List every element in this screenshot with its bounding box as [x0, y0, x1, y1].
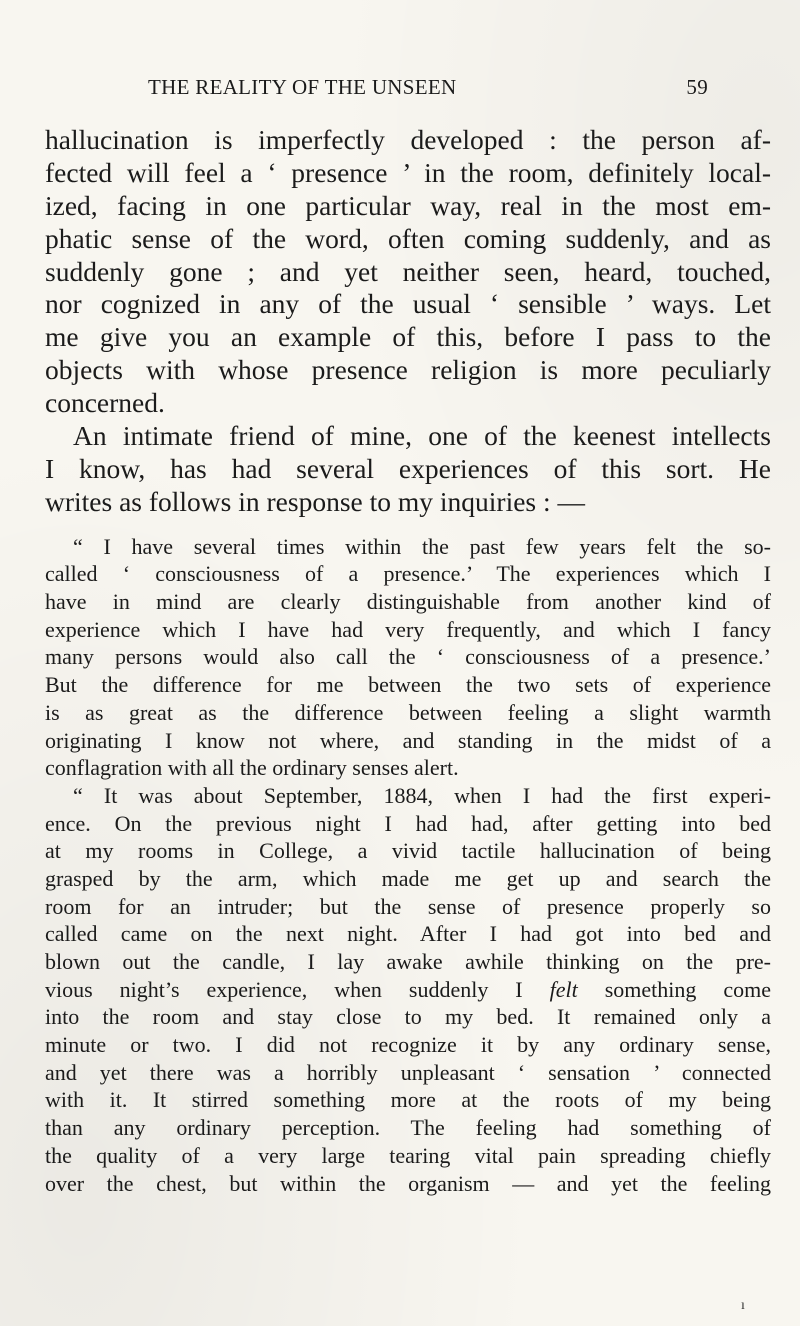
quote-line: have in mind are clearly distinguishable from another kind of [45, 589, 771, 615]
body-line: me give you an example of this, before I pass to the [45, 321, 771, 353]
quote-line: minute or two. I did not recognize it by any ordinary sense, [45, 1032, 771, 1058]
quote-line: grasped by the arm, which made me get up and search the [45, 865, 771, 891]
text-block [45, 124, 771, 1197]
quote-line: But the difference for me between the two sets of experience [45, 672, 771, 698]
quote-line: “ I have several times within the past few years felt the so- [73, 533, 771, 559]
running-head-title: THE REALITY OF THE UNSEEN [148, 75, 457, 99]
body-line: nor cognized in any of the usual ‘ sensible ’ ways. Let [45, 288, 771, 320]
quote-line: the quality of a very large tearing vital pain spreading chiefly [45, 1142, 771, 1168]
quote-line: and yet there was a horribly unpleasant ‘ sensation ’ connected [45, 1059, 771, 1085]
stray-print-mark: ı [741, 1298, 745, 1313]
quote-line-with-italic [45, 976, 771, 1004]
quote-line: called came on the next night. After I had got into bed and [45, 921, 771, 947]
body-line: An intimate friend of mine, one of the keenest intellects [73, 420, 771, 452]
body-line: concerned. [45, 387, 165, 419]
quote-line: ence. On the previous night I had had, after getting into bed [45, 810, 771, 836]
quote-line: blown out the candle, I lay awake awhile thinking on the pre- [45, 949, 771, 974]
quote-line: called ‘ consciousness of a presence.’ The experiences which I [45, 561, 771, 587]
body-line: writes as follows in response to my inquiries : — [45, 485, 586, 517]
italic-word: felt [549, 976, 578, 1002]
quote-line: is as great as the difference between feeling a slight warmth [45, 699, 771, 725]
body-line: objects with whose presence religion is more peculiarly [45, 354, 771, 386]
running-head [148, 75, 708, 100]
quote-line: with it. It stirred something more at the roots of my being [45, 1087, 771, 1113]
body-line: ized, facing in one particular way, real in the most em- [45, 189, 771, 221]
quote-line: conflagration with all the ordinary senses alert. [45, 755, 459, 781]
quote-line: originating I know not where, and standing in the midst of a [45, 727, 771, 753]
quote-gap [45, 519, 771, 533]
body-line: hallucination is imperfectly developed : the person af- [45, 124, 771, 155]
quote-line: than any ordinary perception. The feeling had something of [45, 1115, 771, 1141]
body-line: phatic sense of the word, often coming suddenly, and as [45, 222, 771, 254]
quote-line: experience which I have had very frequently, and which I fancy [45, 616, 771, 642]
quote-line: at my rooms in College, a vivid tactile hallucination of being [45, 838, 771, 864]
page-number: 59 [686, 75, 708, 99]
quote-line: over the chest, but within the organism — and yet the feeling [45, 1170, 771, 1196]
quote-line: many persons would also call the ‘ consciousness of a presence.’ [45, 644, 771, 670]
quote-line: room for an intruder; but the sense of presence properly so [45, 893, 771, 919]
quote-line-head: vious night’s experience, when suddenly I [45, 976, 523, 1002]
quote-line: into the room and stay close to my bed. It remained only a [45, 1004, 771, 1030]
body-line: I know, has had several experiences of this sort. He [45, 452, 771, 484]
body-line: fected will feel a ‘ presence ’ in the room, definitely local- [45, 156, 771, 188]
quote-line-tail: something come [577, 976, 771, 1002]
body-line: suddenly gone ; and yet neither seen, heard, touched, [45, 255, 771, 287]
quote-line: “ It was about September, 1884, when I had the first experi- [73, 782, 771, 808]
